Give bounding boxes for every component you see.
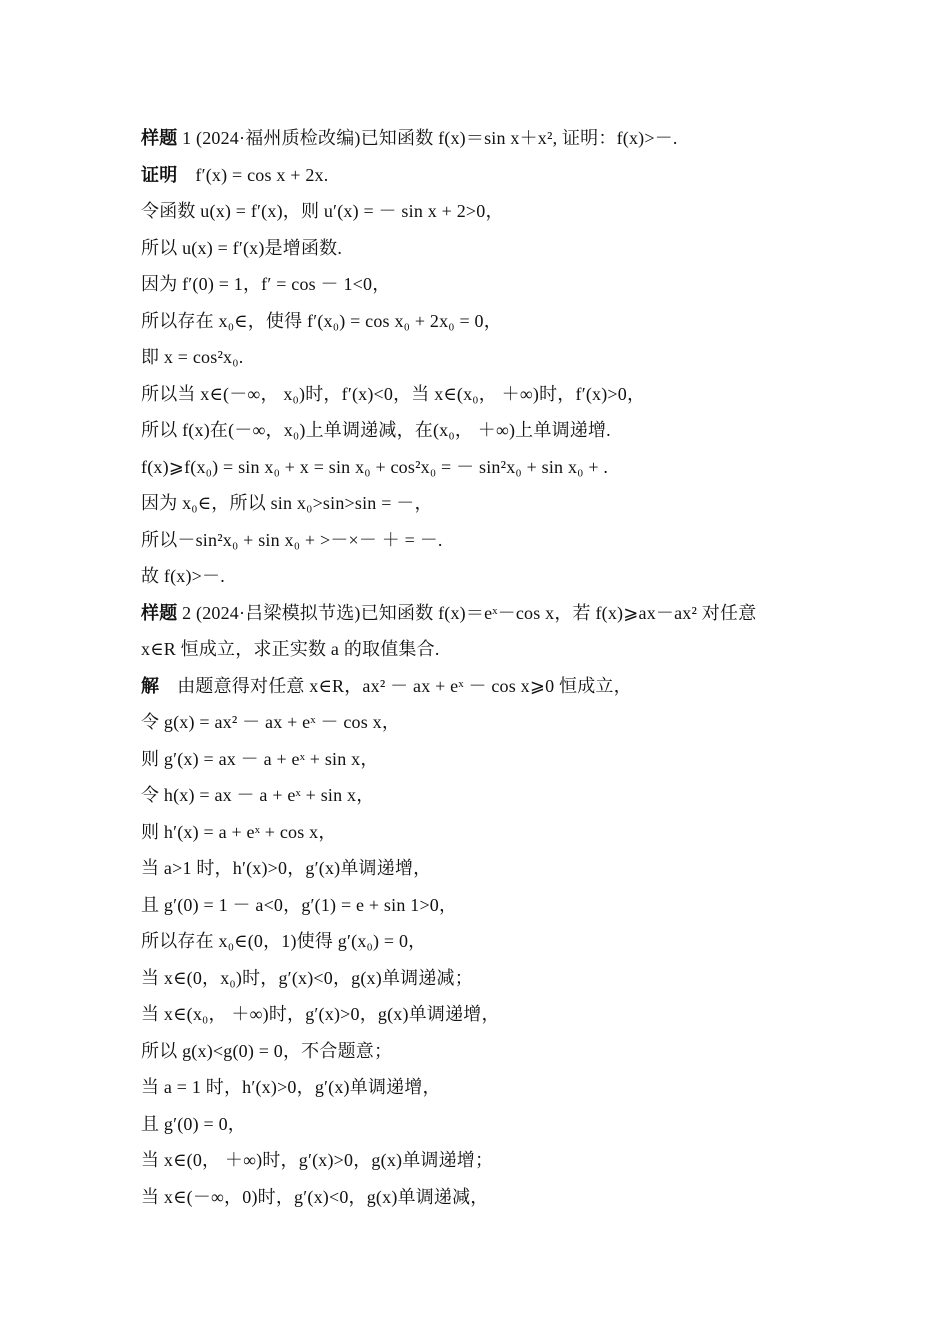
line-text: 因为 x₀∈，所以 sin x₀>sin>sin = －， — [141, 493, 433, 513]
text-line — [141, 814, 831, 851]
text-line — [141, 595, 831, 632]
line-text: 所以当 x∈(－∞， x₀)时，f′(x)<0，当 x∈(x₀， ＋∞)时，f′(x)>0， — [141, 383, 646, 404]
line-text: 当 x∈(－∞，0)时，g′(x)<0，g(x)单调递减， — [141, 1186, 489, 1207]
text-line — [141, 485, 831, 522]
text-line — [141, 376, 831, 413]
text-line — [141, 303, 831, 340]
line-text: 所以存在 x₀∈(0，1)使得 g′(x₀) = 0， — [141, 931, 427, 951]
line-text: 令 g(x) = ax² － ax + eˣ － cos x， — [141, 712, 401, 732]
text-line — [141, 412, 831, 449]
line-text: 则 g′(x) = ax － a + eˣ + sin x， — [141, 748, 379, 769]
line-text: 且 g′(0) = 1 － a<0，g′(1) = e + sin 1>0， — [141, 894, 458, 915]
text-line — [141, 157, 831, 194]
text-line — [141, 266, 831, 303]
line-text: 所以存在 x₀∈，使得 f′(x₀) = cos x₀ + 2x₀ = 0， — [141, 310, 502, 331]
line-text: 2 (2024·吕梁模拟节选)已知函数 f(x)＝eˣ－cos x，若 f(x)⩾ax－ax² 对任意 — [177, 602, 757, 623]
line-text: 令 h(x) = ax － a + eˣ + sin x， — [141, 785, 375, 805]
line-text: 所以 g(x)<g(0) = 0，不合题意； — [141, 1040, 393, 1061]
line-text: 由题意得对任意 x∈R，ax² － ax + eˣ － cos x⩾0 恒成立， — [177, 675, 632, 696]
text-line — [141, 850, 831, 887]
text-line — [141, 777, 831, 814]
solution-label: 解 — [141, 675, 160, 696]
text-line — [141, 668, 831, 705]
text-line — [141, 558, 831, 595]
line-text: 当 a>1 时，h′(x)>0，g′(x)单调递增， — [141, 858, 432, 878]
text-line — [141, 193, 831, 230]
line-text: 当 a = 1 时，h′(x)>0，g′(x)单调递增， — [141, 1077, 441, 1097]
line-text: 当 x∈(0，x₀)时，g′(x)<0，g(x)单调递减； — [141, 967, 473, 988]
text-line — [141, 1069, 831, 1106]
text-line — [141, 339, 831, 376]
line-text: 所以 u(x) = f′(x)是增函数. — [141, 237, 343, 258]
text-line — [141, 631, 831, 668]
line-text: 因为 f′(0) = 1，f′ = cos － 1<0， — [141, 274, 391, 294]
line-text: x∈R 恒成立，求正实数 a 的取值集合. — [141, 639, 440, 659]
text-line — [141, 120, 831, 157]
text-line — [141, 996, 831, 1033]
example-label: 样题 — [141, 128, 178, 148]
document-page — [141, 120, 831, 1215]
line-text: 令函数 u(x) = f′(x)，则 u′(x) = － sin x + 2>0， — [141, 201, 504, 221]
text-line — [141, 1179, 831, 1216]
line-text: 所以－sin²x₀ + sin x₀ + >－×－ ＋ = －. — [141, 529, 443, 550]
text-line — [141, 704, 831, 741]
text-line — [141, 960, 831, 997]
text-line — [141, 887, 831, 924]
line-text: 当 x∈(0， ＋∞)时，g′(x)>0，g(x)单调递增； — [141, 1150, 494, 1170]
text-line — [141, 741, 831, 778]
line-text: f(x)⩾f(x₀) = sin x₀ + x = sin x₀ + cos²x₀ = － sin²x₀ + sin x₀ + . — [141, 456, 609, 477]
text-line — [141, 1142, 831, 1179]
text-line — [141, 449, 831, 486]
line-text: 所以 f(x)在(－∞，x₀)上单调递减，在(x₀， ＋∞)上单调递增. — [141, 420, 611, 440]
line-text: 故 f(x)>－. — [141, 566, 225, 586]
line-text: 1 (2024·福州质检改编)已知函数 f(x)＝sin x＋x², 证明：f(x)>－. — [177, 128, 678, 148]
text-line — [141, 1033, 831, 1070]
text-line — [141, 1106, 831, 1143]
proof-label: 证明 — [141, 164, 178, 185]
text-line — [141, 230, 831, 267]
line-text: f′(x) = cos x + 2x. — [195, 164, 329, 185]
example-label: 样题 — [141, 602, 178, 623]
line-text: 且 g′(0) = 0， — [141, 1113, 246, 1134]
line-text: 即 x = cos²x₀. — [141, 347, 244, 367]
text-line — [141, 522, 831, 559]
line-text: 则 h′(x) = a + eˣ + cos x， — [141, 821, 337, 842]
text-line — [141, 923, 831, 960]
line-text: 当 x∈(x₀， ＋∞)时，g′(x)>0，g(x)单调递增， — [141, 1004, 500, 1024]
